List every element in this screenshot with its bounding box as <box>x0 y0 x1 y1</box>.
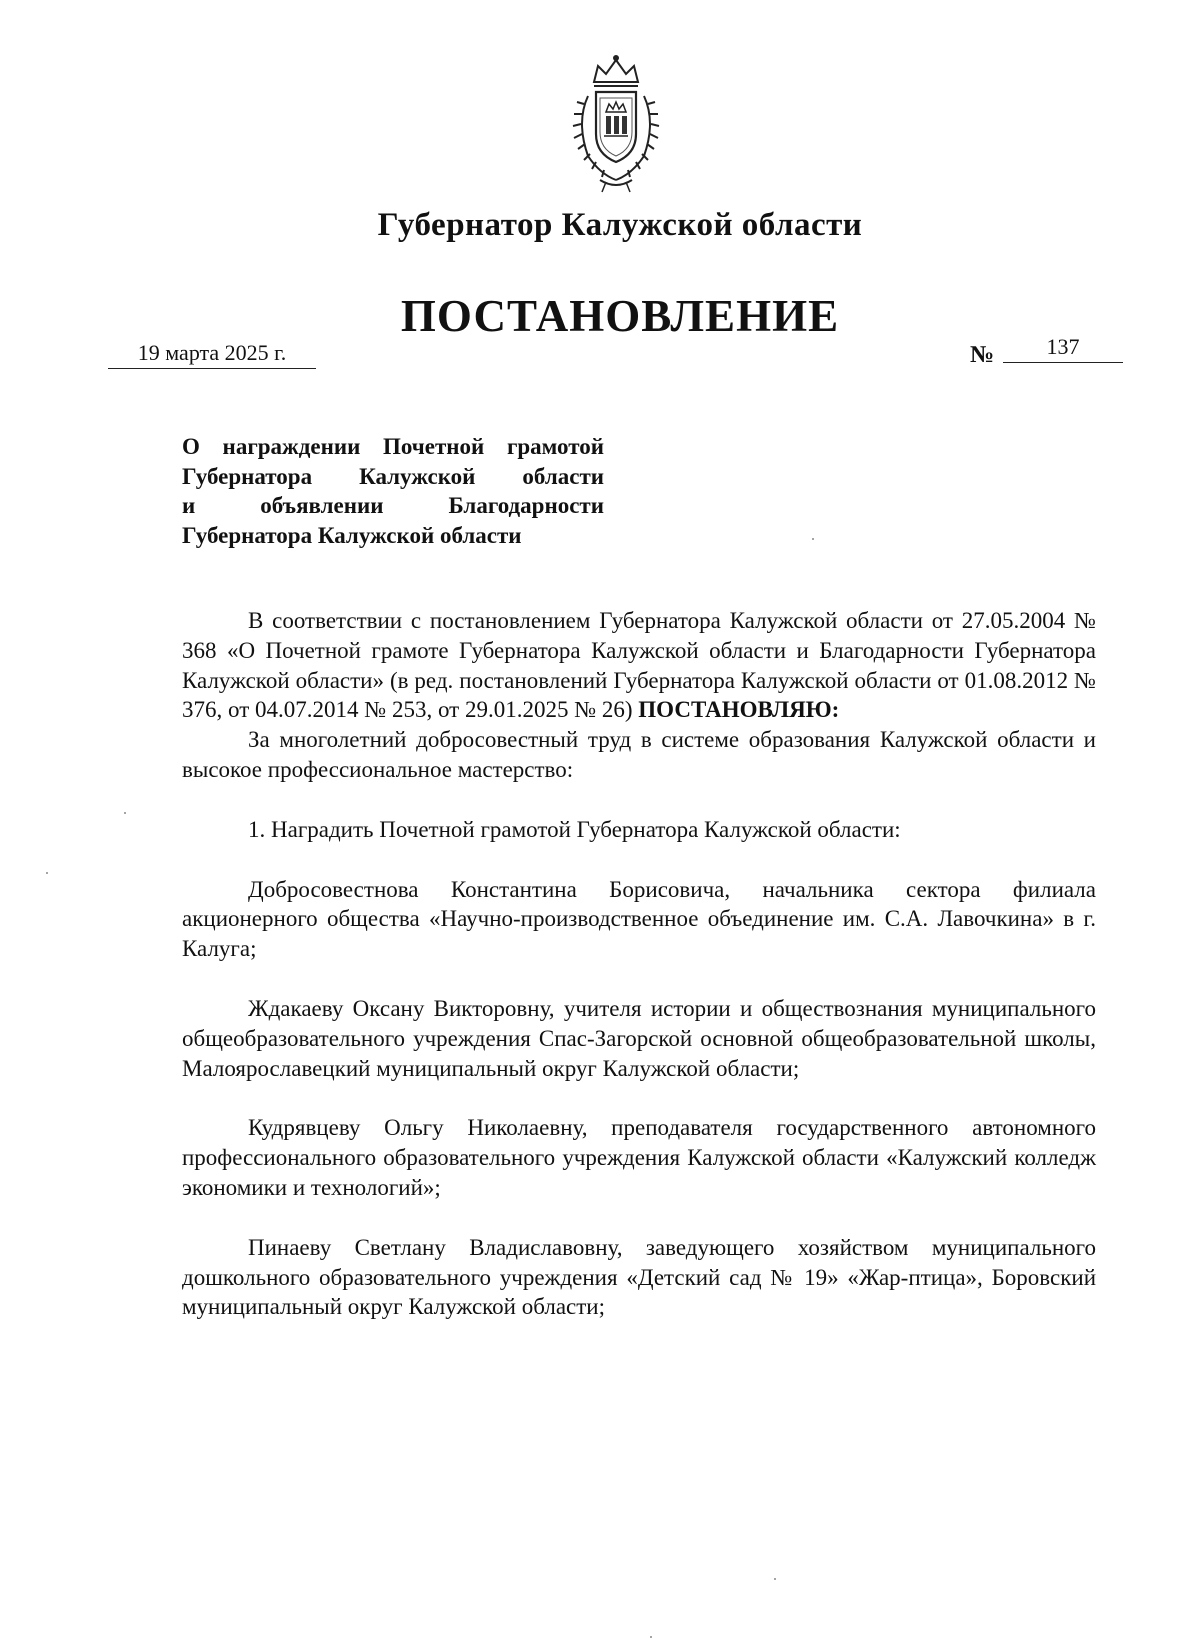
subject-line: Губернатора Калужской области <box>182 522 522 548</box>
preamble-text: В соответствии с постановлением Губернатора Калужской области от 27.05.2004 № 368 «О Почетной грамоте Губернатора Калужской области и Благодарности Губернатора Калужской области» (в ред. постановлений Губернатора Калужской области от 01.08.2012 № 376, от 04.07.2014 № 253, от 29.01.2025 № 26) <box>182 608 1096 723</box>
document-subject <box>182 432 604 550</box>
scan-speck <box>774 1578 776 1580</box>
issuing-authority: Губернатор Калужской области <box>377 207 863 243</box>
item-1-paragraph: 1. Наградить Почетной грамотой Губернатора Калужской области: <box>248 816 901 842</box>
number-label: № <box>970 342 995 368</box>
awardee-paragraph: Пинаеву Светлану Владиславовну, заведующего хозяйством муниципального дошкольного образовательного учреждения «Детский сад № 19» «Жар-птица», Боровский муниципальный округ Калужской области; <box>182 1234 1096 1320</box>
document-number: 137 <box>1003 334 1123 363</box>
document-date: 19 марта 2025 г. <box>108 340 316 369</box>
subject-line: и объявлении Благодарности <box>182 493 604 518</box>
scan-speck <box>124 812 126 814</box>
subject-line: Губернатора Калужской области <box>182 463 604 489</box>
reason-paragraph: За многолетний добросовестный труд в системе образования Калужской области и высокое профессиональное мастерство: <box>182 727 1096 782</box>
subject-line: О награждении Почетной грамотой <box>182 434 604 459</box>
scan-speck <box>46 872 48 874</box>
kaluga-coat-of-arms-icon <box>556 52 676 194</box>
decree-word: ПОСТАНОВЛЯЮ: <box>638 697 840 723</box>
awardee-paragraph: Кудрявцеву Ольгу Николаевну, преподавателя государственного автономного профессионального образовательного учреждения Калужской области «Калужский колледж экономики и технологий»; <box>182 1115 1096 1200</box>
document-body <box>182 606 1096 1322</box>
scan-speck <box>650 1636 652 1638</box>
awardee-paragraph: Ждакаеву Оксану Викторовну, учителя истории и обществознания муниципального общеобразовательного учреждения Спас-Загорской основной общеобразовательной школы, Малоярославецкий муниципальный округ Калужской области; <box>182 995 1096 1081</box>
scan-speck <box>812 538 814 540</box>
preamble-paragraph <box>182 606 1096 725</box>
awardee-paragraph: Добросовестнова Константина Борисовича, начальника сектора филиала акционерного общества «Научно-производственное объединение им. С.А. Лавочкина» в г. Калуга; <box>182 876 1096 962</box>
document-type-title: ПОСТАНОВЛЕНИЕ <box>400 291 840 341</box>
